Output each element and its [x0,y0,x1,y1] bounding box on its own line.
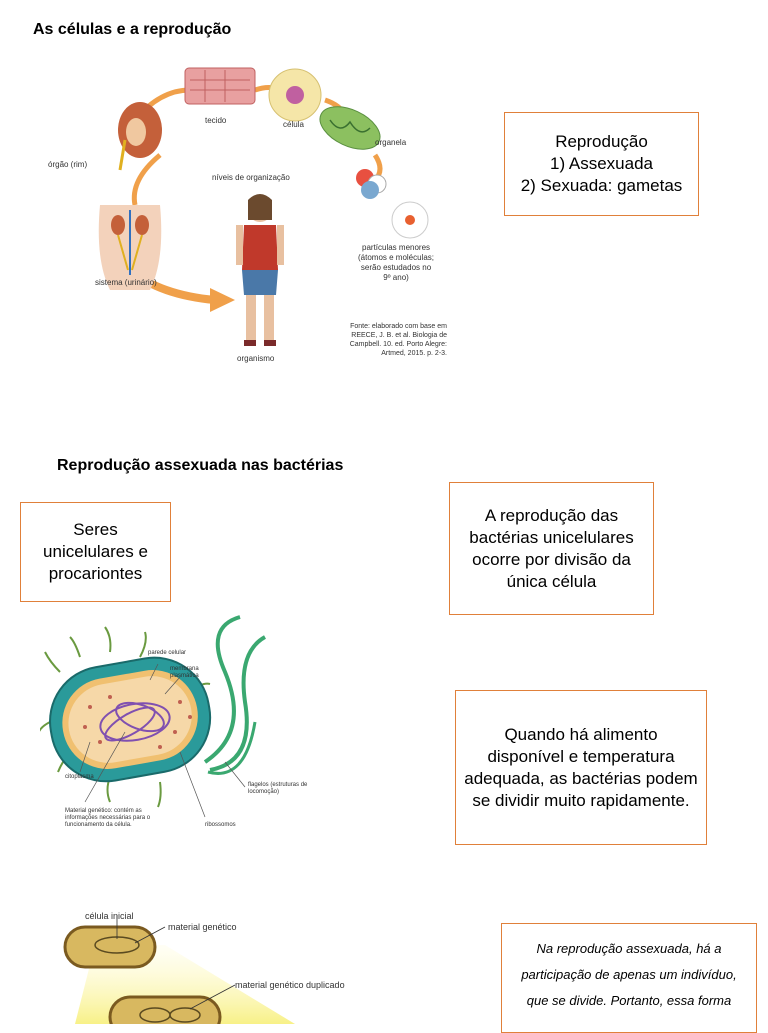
label-sistema: sistema (urinário) [95,278,157,287]
label-flagelos: flagelos (estruturas de locomoção) [248,782,308,795]
box-line: disponível e temperatura [487,746,675,766]
box-line: procariontes [48,564,143,583]
reproduction-types-box [504,112,699,216]
label-organismo: organismo [237,354,275,363]
label-material-genetico: material genético [168,922,237,932]
arrow-organ-system [134,155,160,205]
box-line: bactérias unicelulares [469,527,634,547]
organelle-icon [313,98,386,158]
label-particulas: partículas menores (átomos e moléculas; serão estudados no 9º ano) [358,243,435,282]
box-line: Seres [73,520,118,539]
label-niveis: níveis de organização [212,173,290,182]
levels-of-organization-diagram [40,60,460,370]
unicellular-box [20,502,171,602]
tissue-icon [185,68,255,104]
box-line: Reprodução [555,132,648,151]
box-line: 1) Assexuada [549,154,653,173]
asexual-definition-box [501,923,757,1033]
label-tecido: tecido [205,116,227,125]
label-celula: célula [283,120,304,129]
box-line: adequada, as bactérias podem [464,768,698,788]
box-line: participação de apenas um indivíduo, [521,967,737,982]
label-material-duplicado: material genético duplicado [235,980,345,990]
division-box [449,482,654,615]
arrow-head [210,288,235,312]
box-line: Na reprodução assexuada, há a [536,941,722,956]
flagellum [205,617,240,762]
binary-fission-diagram [55,905,375,1024]
label-membrana: membrana plasmática [170,666,199,679]
source-caption: Fonte: elaborado com base em REECE, J. B. et al. Biologia de Campbell. 10. ed. Porto Alegre: Artmed, 2015. p. 2-3. [349,323,447,357]
box-line: ocorre por divisão da [472,549,631,569]
fast-division-box [455,690,707,845]
box-line: 2) Sexuada: gametas [520,176,683,195]
box-line: se dividir muito rapidamente. [472,790,690,810]
section-title-bacteria: Reprodução assexuada nas bactérias [57,457,344,474]
initial-cell [65,927,155,967]
label-parede: parede celular [148,650,187,656]
box-line: que se divide. Portanto, essa forma [526,993,732,1008]
label-citoplasma: citoplasma [65,774,94,780]
label-ribossomos: ribossomos [205,822,236,828]
label-celula-inicial: célula inicial [85,911,134,921]
box-line: Quando há alimento [504,724,658,744]
label-organela: organela [375,138,407,147]
section-title-cells: As células e a reprodução [33,21,232,38]
bacteria-diagram [40,612,340,852]
label-material: Material genético: contém as informações necessárias para o funcionamento da célula. [65,808,151,828]
label-orgao: órgão (rim) [48,160,88,169]
box-line: unicelulares e [43,542,148,561]
box-line: A reprodução das [484,505,619,525]
box-line: única célula [506,571,597,591]
